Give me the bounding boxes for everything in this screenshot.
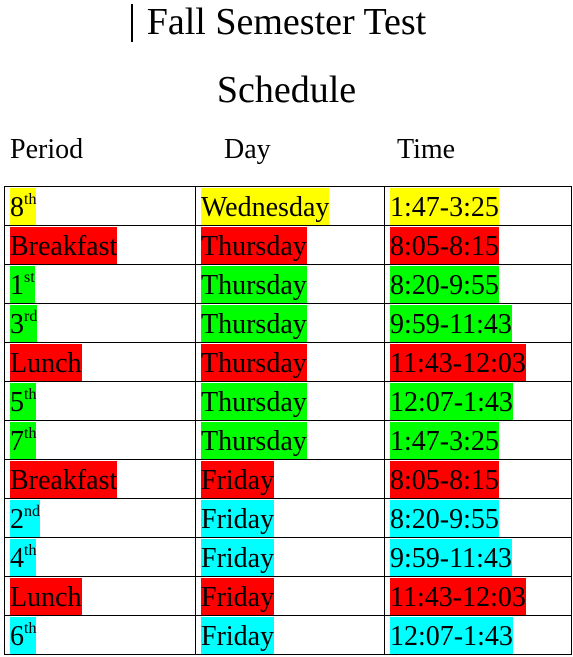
period-cell — [5, 226, 196, 265]
day-label: Wednesday — [201, 188, 329, 225]
time-label: 8:05-8:15 — [390, 461, 499, 498]
table-row — [5, 343, 572, 382]
day-cell — [196, 577, 385, 616]
page-title-line-2: Schedule — [216, 69, 357, 111]
period-ordinal-suffix: th — [24, 386, 37, 403]
table-row — [5, 304, 572, 343]
period-label: Lunch — [10, 582, 82, 613]
day-cell — [196, 421, 385, 460]
column-header-time: Time — [397, 134, 456, 165]
period-highlight — [10, 188, 36, 225]
day-label: Thursday — [201, 305, 307, 342]
day-label: Friday — [201, 617, 274, 654]
table-row — [5, 226, 572, 265]
period-label: 8 — [10, 192, 24, 223]
table-row — [5, 538, 572, 577]
table-row — [5, 499, 572, 538]
day-cell — [196, 187, 385, 226]
period-highlight — [10, 227, 117, 264]
period-cell — [5, 265, 196, 304]
day-label: Thursday — [201, 266, 307, 303]
time-cell — [385, 616, 572, 655]
period-highlight — [10, 617, 36, 654]
day-label: Friday — [201, 500, 274, 537]
day-label: Friday — [201, 461, 274, 498]
period-label: 1 — [10, 270, 24, 301]
period-label: 3 — [10, 309, 24, 340]
time-cell — [385, 577, 572, 616]
table-row — [5, 187, 572, 226]
time-cell — [385, 226, 572, 265]
period-cell — [5, 343, 196, 382]
time-label: 12:07-1:43 — [390, 383, 513, 420]
period-ordinal-suffix: rd — [24, 308, 38, 325]
table-row — [5, 577, 572, 616]
time-cell — [385, 187, 572, 226]
period-ordinal-suffix: th — [24, 191, 37, 208]
period-highlight — [10, 578, 82, 615]
period-label: 7 — [10, 426, 24, 457]
time-label: 8:20-9:55 — [390, 266, 499, 303]
time-cell — [385, 265, 572, 304]
period-ordinal-suffix: nd — [24, 503, 40, 520]
text-cursor — [131, 4, 133, 42]
period-cell — [5, 382, 196, 421]
day-label: Friday — [201, 539, 274, 576]
period-ordinal-suffix: st — [24, 269, 35, 286]
time-cell — [385, 382, 572, 421]
time-cell — [385, 304, 572, 343]
day-cell — [196, 265, 385, 304]
period-cell — [5, 538, 196, 577]
period-highlight — [10, 344, 82, 381]
time-label: 9:59-11:43 — [390, 305, 512, 342]
period-label: 5 — [10, 387, 24, 418]
table-row — [5, 421, 572, 460]
time-label: 12:07-1:43 — [390, 617, 513, 654]
day-label: Thursday — [201, 344, 307, 381]
period-ordinal-suffix: th — [24, 620, 37, 637]
period-ordinal-suffix: th — [24, 425, 37, 442]
day-cell — [196, 382, 385, 421]
table-row — [5, 382, 572, 421]
day-cell — [196, 616, 385, 655]
time-label: 8:20-9:55 — [390, 500, 499, 537]
day-cell — [196, 499, 385, 538]
period-label: 4 — [10, 543, 24, 574]
period-highlight — [10, 422, 36, 459]
period-highlight — [10, 500, 40, 537]
period-cell — [5, 499, 196, 538]
period-cell — [5, 421, 196, 460]
period-label: 2 — [10, 504, 24, 535]
period-cell — [5, 577, 196, 616]
period-highlight — [10, 305, 37, 342]
period-ordinal-suffix: th — [24, 542, 37, 559]
time-label: 1:47-3:25 — [390, 422, 499, 459]
time-label: 1:47-3:25 — [390, 188, 499, 225]
day-label: Thursday — [201, 422, 307, 459]
day-cell — [196, 304, 385, 343]
day-cell — [196, 226, 385, 265]
day-label: Thursday — [201, 227, 307, 264]
period-highlight — [10, 383, 36, 420]
time-cell — [385, 460, 572, 499]
time-label: 11:43-12:03 — [390, 578, 526, 615]
table-row — [5, 265, 572, 304]
period-cell — [5, 616, 196, 655]
period-cell — [5, 304, 196, 343]
period-cell — [5, 460, 196, 499]
period-cell — [5, 187, 196, 226]
schedule-table — [4, 186, 572, 655]
table-row — [5, 460, 572, 499]
period-highlight — [10, 266, 35, 303]
page-title-line-1: Fall Semester Test — [146, 1, 427, 43]
time-label: 8:05-8:15 — [390, 227, 499, 264]
day-label: Thursday — [201, 383, 307, 420]
table-row — [5, 616, 572, 655]
day-label: Friday — [201, 578, 274, 615]
column-header-period: Period — [10, 134, 84, 165]
day-cell — [196, 538, 385, 577]
period-label: Breakfast — [10, 231, 118, 262]
time-cell — [385, 421, 572, 460]
period-highlight — [10, 539, 36, 576]
period-highlight — [10, 461, 117, 498]
day-cell — [196, 343, 385, 382]
time-cell — [385, 343, 572, 382]
day-cell — [196, 460, 385, 499]
time-cell — [385, 538, 572, 577]
time-cell — [385, 499, 572, 538]
time-label: 9:59-11:43 — [390, 539, 512, 576]
time-label: 11:43-12:03 — [390, 344, 526, 381]
column-header-day: Day — [224, 134, 271, 165]
period-label: 6 — [10, 621, 24, 652]
period-label: Lunch — [10, 348, 82, 379]
period-label: Breakfast — [10, 465, 118, 496]
